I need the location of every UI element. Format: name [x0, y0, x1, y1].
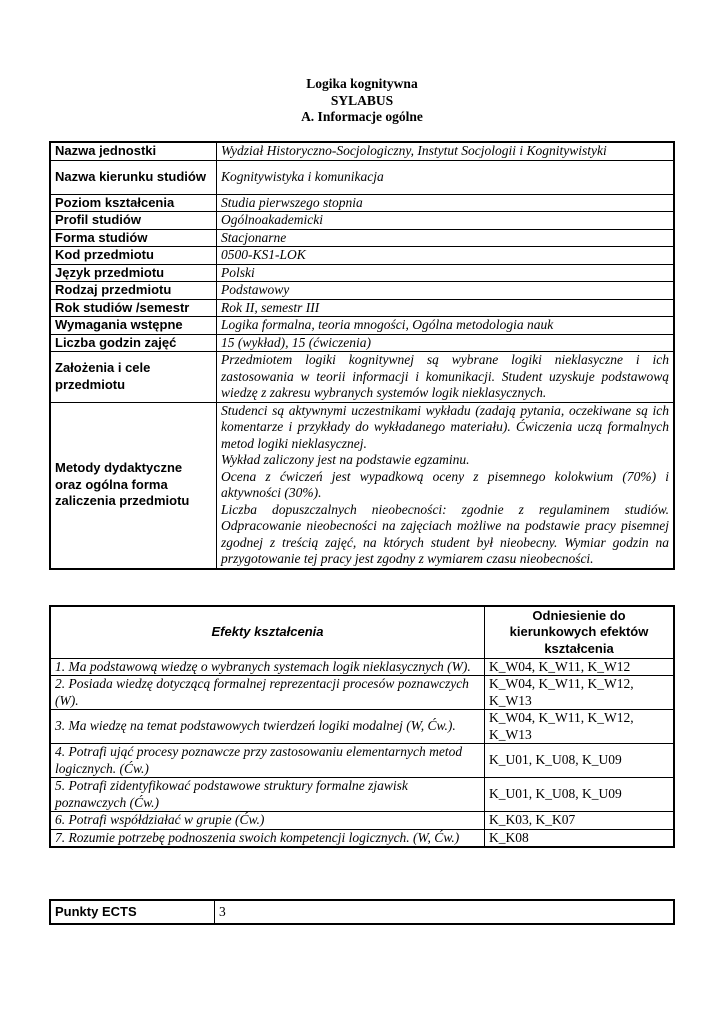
course-title: Logika kognitywna: [306, 76, 418, 91]
teaching-methods-paragraph: Wykład zaliczony jest na podstawie egzaminu.: [221, 452, 470, 467]
info-row: [50, 142, 674, 160]
info-label: Rodzaj przedmiotu: [50, 282, 217, 300]
ects-table: [49, 899, 675, 925]
general-info-table: [49, 141, 675, 570]
effect-reference: K_K03, K_K07: [485, 812, 675, 830]
ects-label: Punkty ECTS: [50, 900, 215, 924]
effect-reference: K_W04, K_W11, K_W12, K_W13: [485, 710, 675, 744]
effect-text: 5. Potrafi zidentyfikować podstawowe struktury formalne zjawisk poznawczych (Ćw.): [50, 778, 485, 812]
effect-text: 2. Posiada wiedzę dotyczącą formalnej reprezentacji procesów poznawczych (W).: [50, 676, 485, 710]
info-label: Język przedmiotu: [50, 264, 217, 282]
info-label: Wymagania wstępne: [50, 317, 217, 335]
info-value: Podstawowy: [217, 282, 675, 300]
effects-header: Efekty kształcenia: [50, 606, 485, 658]
info-row: [50, 317, 674, 335]
effect-row: [50, 676, 674, 710]
teaching-methods-value: [217, 402, 675, 569]
effect-reference: K_K08: [485, 829, 675, 847]
info-value: Stacjonarne: [217, 229, 675, 247]
info-row: [50, 282, 674, 300]
info-label: Metody dydaktyczne oraz ogólna forma zaliczenia przedmiotu: [50, 402, 217, 569]
teaching-methods-paragraph: Liczba dopuszczalnych nieobecności: zgodnie z regulaminem studiów. Odpracowanie nieobecności na zajęciach możliwe na podstawie pracy pisemnej zgodnej z treścią zajęć, na których student był nieobecny. Wymiar godzin na przygotowanie tej pracy jest zgodny z wymiarem czasu nieobecności.: [221, 501, 669, 566]
info-row: [50, 247, 674, 265]
info-label: Nazwa kierunku studiów: [50, 160, 217, 194]
info-label: Poziom kształcenia: [50, 194, 217, 212]
info-value: Rok II, semestr III: [217, 299, 675, 317]
effect-reference: K_W04, K_W11, K_W12, K_W13: [485, 676, 675, 710]
effect-row: [50, 778, 674, 812]
info-value: Wydział Historyczno-Socjologiczny, Instytut Socjologii i Kognitywistyki: [217, 142, 675, 160]
info-row: [50, 299, 674, 317]
teaching-methods-paragraph: Studenci są aktywnymi uczestnikami wykładu (zadają pytania, oczekiwane są ich komentarze i przykłady do wykładanego materiału). Ćwiczenia uczą formalnych metod logiki nieklasycznej.: [221, 402, 669, 451]
ects-value: 3: [215, 900, 675, 924]
info-row: [50, 194, 674, 212]
effect-row: [50, 812, 674, 830]
info-value: Przedmiotem logiki kognitywnej są wybrane logiki nieklasyczne i ich zastosowania w teorii informacji i komunikacji. Student uzyskuje podstawową wiedzę z zakresu wybranych systemów logik nieklasycznych.: [217, 352, 675, 403]
info-value: Polski: [217, 264, 675, 282]
section-title: A. Informacje ogólne: [301, 109, 423, 124]
effect-text: 4. Potrafi ująć procesy poznawcze przy zastosowaniu elementarnych metod logicznych. (Ćw.): [50, 744, 485, 778]
info-row: [50, 352, 674, 403]
info-label: Rok studiów /semestr: [50, 299, 217, 317]
info-label: Liczba godzin zajęć: [50, 334, 217, 352]
info-value: 15 (wykład), 15 (ćwiczenia): [217, 334, 675, 352]
effect-text: 7. Rozumie potrzebę podnoszenia swoich kompetencji logicznych. (W, Ćw.): [50, 829, 485, 847]
info-row: [50, 402, 674, 569]
info-label: Profil studiów: [50, 212, 217, 230]
effect-reference: K_U01, K_U08, K_U09: [485, 744, 675, 778]
info-value: Logika formalna, teoria mnogości, Ogólna metodologia nauk: [217, 317, 675, 335]
effect-text: 1. Ma podstawową wiedzę o wybranych systemach logik nieklasycznych (W).: [50, 658, 485, 676]
learning-outcomes-table: [49, 605, 675, 848]
info-value: Studia pierwszego stopnia: [217, 194, 675, 212]
effect-text: 3. Ma wiedzę na temat podstawowych twierdzeń logiki modalnej (W, Ćw.).: [50, 710, 485, 744]
syllabus-title: SYLABUS: [330, 92, 394, 108]
effect-row: [50, 710, 674, 744]
effect-text: 6. Potrafi współdziałać w grupie (Ćw.): [50, 812, 485, 830]
effect-row: [50, 829, 674, 847]
reference-header: Odniesienie do kierunkowych efektów kształcenia: [485, 606, 675, 658]
info-label: Nazwa jednostki: [50, 142, 217, 160]
effect-reference: K_U01, K_U08, K_U09: [485, 778, 675, 812]
info-value: Ogólnoakademicki: [217, 212, 675, 230]
info-row: [50, 334, 674, 352]
effects-header-row: [50, 606, 674, 658]
ects-row: [50, 900, 674, 924]
info-label: Założenia i cele przedmiotu: [50, 352, 217, 403]
info-row: [50, 264, 674, 282]
info-label: Kod przedmiotu: [50, 247, 217, 265]
info-value: Kognitywistyka i komunikacja: [217, 160, 675, 194]
document-header: [0, 76, 724, 126]
effect-row: [50, 658, 674, 676]
effect-row: [50, 744, 674, 778]
info-row: [50, 160, 674, 194]
info-value: 0500-KS1-LOK: [217, 247, 675, 265]
info-label: Forma studiów: [50, 229, 217, 247]
info-row: [50, 229, 674, 247]
effect-reference: K_W04, K_W11, K_W12: [485, 658, 675, 676]
info-row: [50, 212, 674, 230]
teaching-methods-paragraph: Ocena z ćwiczeń jest wypadkową oceny z pisemnego kolokwium (70%) i aktywności (30%).: [221, 468, 669, 500]
